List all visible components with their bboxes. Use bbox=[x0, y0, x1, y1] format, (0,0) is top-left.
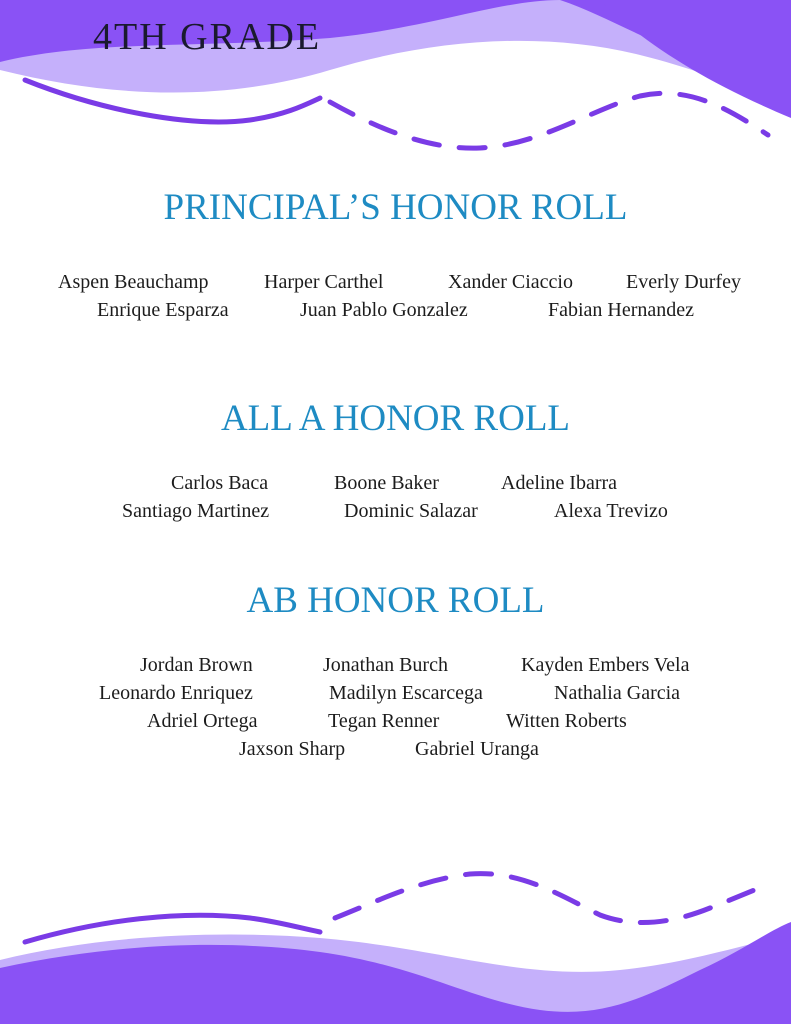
all-a-honor-roll-heading: ALL A HONOR ROLL bbox=[220, 398, 571, 439]
list-item: Kayden Embers Vela bbox=[521, 654, 690, 676]
ab-honor-roll-heading: AB HONOR ROLL bbox=[246, 580, 545, 621]
bottom-wave-decoration bbox=[0, 860, 791, 1024]
list-item: Alexa Trevizo bbox=[554, 500, 668, 522]
list-item: Carlos Baca bbox=[171, 472, 269, 494]
top-dashed-swoosh bbox=[330, 93, 768, 148]
list-item: Nathalia Garcia bbox=[554, 682, 681, 704]
list-item: Adriel Ortega bbox=[147, 710, 258, 732]
list-item: Fabian Hernandez bbox=[548, 299, 695, 321]
list-item: Boone Baker bbox=[334, 472, 439, 494]
list-item: Tegan Renner bbox=[328, 710, 440, 732]
list-item: Adeline Ibarra bbox=[501, 472, 618, 494]
list-item: Harper Carthel bbox=[264, 271, 384, 293]
list-item: Juan Pablo Gonzalez bbox=[300, 299, 468, 321]
list-item: Everly Durfey bbox=[626, 271, 741, 293]
bottom-dashed-swoosh bbox=[335, 874, 768, 923]
list-item: Jonathan Burch bbox=[323, 654, 448, 676]
list-item: Jaxson Sharp bbox=[239, 738, 346, 760]
grade-title: 4TH GRADE bbox=[93, 16, 322, 58]
list-item: Witten Roberts bbox=[506, 710, 627, 732]
list-item: Leonardo Enriquez bbox=[99, 682, 253, 704]
list-item: Jordan Brown bbox=[140, 654, 253, 676]
list-item: Gabriel Uranga bbox=[415, 738, 539, 760]
list-item: Madilyn Escarcega bbox=[329, 682, 483, 704]
principals-honor-roll-heading: PRINCIPAL’S HONOR ROLL bbox=[163, 187, 628, 228]
list-item: Enrique Esparza bbox=[97, 299, 229, 321]
list-item: Aspen Beauchamp bbox=[58, 271, 209, 293]
list-item: Dominic Salazar bbox=[344, 500, 478, 522]
list-item: Xander Ciaccio bbox=[448, 271, 573, 293]
list-item: Santiago Martinez bbox=[122, 500, 270, 522]
